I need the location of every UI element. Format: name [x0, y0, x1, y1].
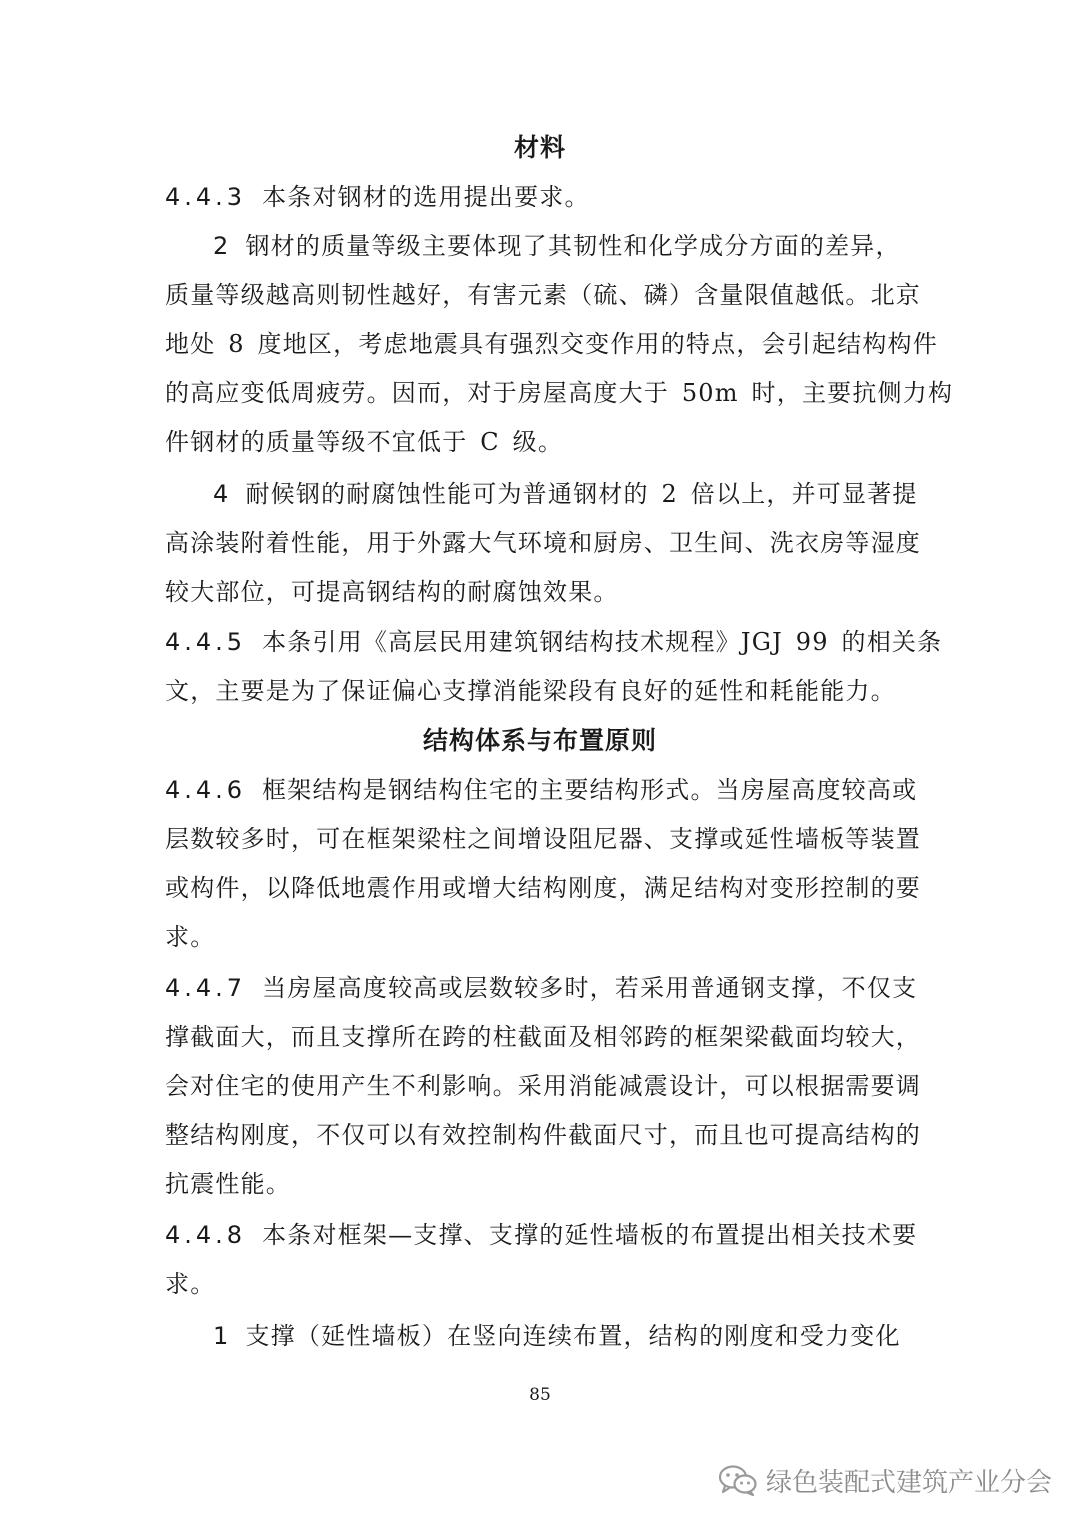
clause-4-4-6 — [165, 770, 925, 810]
item-4 — [165, 474, 925, 514]
text-line: 求。 — [165, 1270, 216, 1298]
item-text: 支撑（延性墙板）在竖向连续布置，结构的刚度和受力变化 — [245, 1322, 901, 1350]
text-line: 较大部位，可提高钢结构的耐腐蚀效果。 — [165, 578, 619, 606]
item-text: 耐候钢的耐腐蚀性能可为普通钢材的 2 倍以上，并可显著提 — [245, 480, 918, 508]
text-line: 或构件，以降低地震作用或增大结构刚度，满足结构对变形控制的要 — [165, 874, 921, 902]
clause-text: 当房屋高度较高或层数较多时，若采用普通钢支撑，不仅支 — [262, 974, 918, 1002]
item-number: 1 — [213, 1322, 230, 1350]
item-1 — [165, 1316, 925, 1356]
item-number: 4 — [213, 480, 230, 508]
clause-4-4-8 — [165, 1215, 925, 1255]
item-text: 钢材的质量等级主要体现了其韧性和化学成分方面的差异， — [245, 232, 901, 260]
text-line: 质量等级越高则韧性越好，有害元素（硫、磷）含量限值越低。北京 — [165, 281, 921, 309]
clause-4-4-3 — [165, 177, 925, 217]
text-line: 抗震性能。 — [165, 1170, 291, 1198]
clause-4-4-7 — [165, 968, 925, 1008]
text-line: 地处 8 度地区，考虑地震具有强烈交变作用的特点，会引起结构构件 — [165, 330, 938, 358]
text-line: 文，主要是为了保证偏心支撑消能梁段有良好的延性和耗能能力。 — [165, 677, 896, 705]
watermark — [718, 1456, 1052, 1504]
text-line: 会对住宅的使用产生不利影响。采用消能减震设计，可以根据需要调 — [165, 1072, 921, 1100]
clause-text: 本条对钢材的选用提出要求。 — [262, 183, 590, 211]
text-line: 撑截面大，而且支撑所在跨的柱截面及相邻跨的框架梁截面均较大， — [165, 1023, 921, 1051]
item-number: 2 — [213, 232, 230, 260]
text-line: 整结构刚度，不仅可以有效控制构件截面尺寸，而且也可提高结构的 — [165, 1121, 921, 1149]
clause-4-4-5 — [165, 622, 943, 662]
clause-number: 4.4.3 — [165, 183, 247, 211]
watermark-text: 绿色装配式建筑产业分会 — [765, 1467, 1052, 1498]
item-2 — [165, 226, 925, 266]
page-number: 85 — [529, 1385, 551, 1405]
text-line: 的高应变低周疲劳。因而，对于房屋高度大于 50m 时，主要抗侧力构 — [165, 379, 954, 407]
section-heading-structure: 结构体系与布置原则 — [422, 726, 657, 755]
wechat-icon — [718, 1463, 758, 1497]
clause-text: 本条引用《高层民用建筑钢结构技术规程》JGJ 99 的相关条 — [262, 628, 943, 656]
text-line: 层数较多时，可在框架梁柱之间增设阻尼器、支撑或延性墙板等装置 — [165, 825, 921, 853]
clause-number: 4.4.6 — [165, 776, 247, 804]
text-line: 求。 — [165, 923, 216, 951]
clause-number: 4.4.7 — [165, 974, 247, 1002]
clause-text: 框架结构是钢结构住宅的主要结构形式。当房屋高度较高或 — [262, 776, 918, 804]
text-line: 高涂装附着性能，用于外露大气环境和厨房、卫生间、洗衣房等湿度 — [165, 529, 921, 557]
clause-number: 4.4.5 — [165, 628, 247, 656]
clause-text: 本条对框架—支撑、支撑的延性墙板的布置提出相关技术要 — [262, 1221, 918, 1249]
text-line: 件钢材的质量等级不宜低于 C 级。 — [165, 428, 564, 456]
clause-number: 4.4.8 — [165, 1221, 247, 1249]
section-heading-materials: 材料 — [513, 133, 566, 162]
